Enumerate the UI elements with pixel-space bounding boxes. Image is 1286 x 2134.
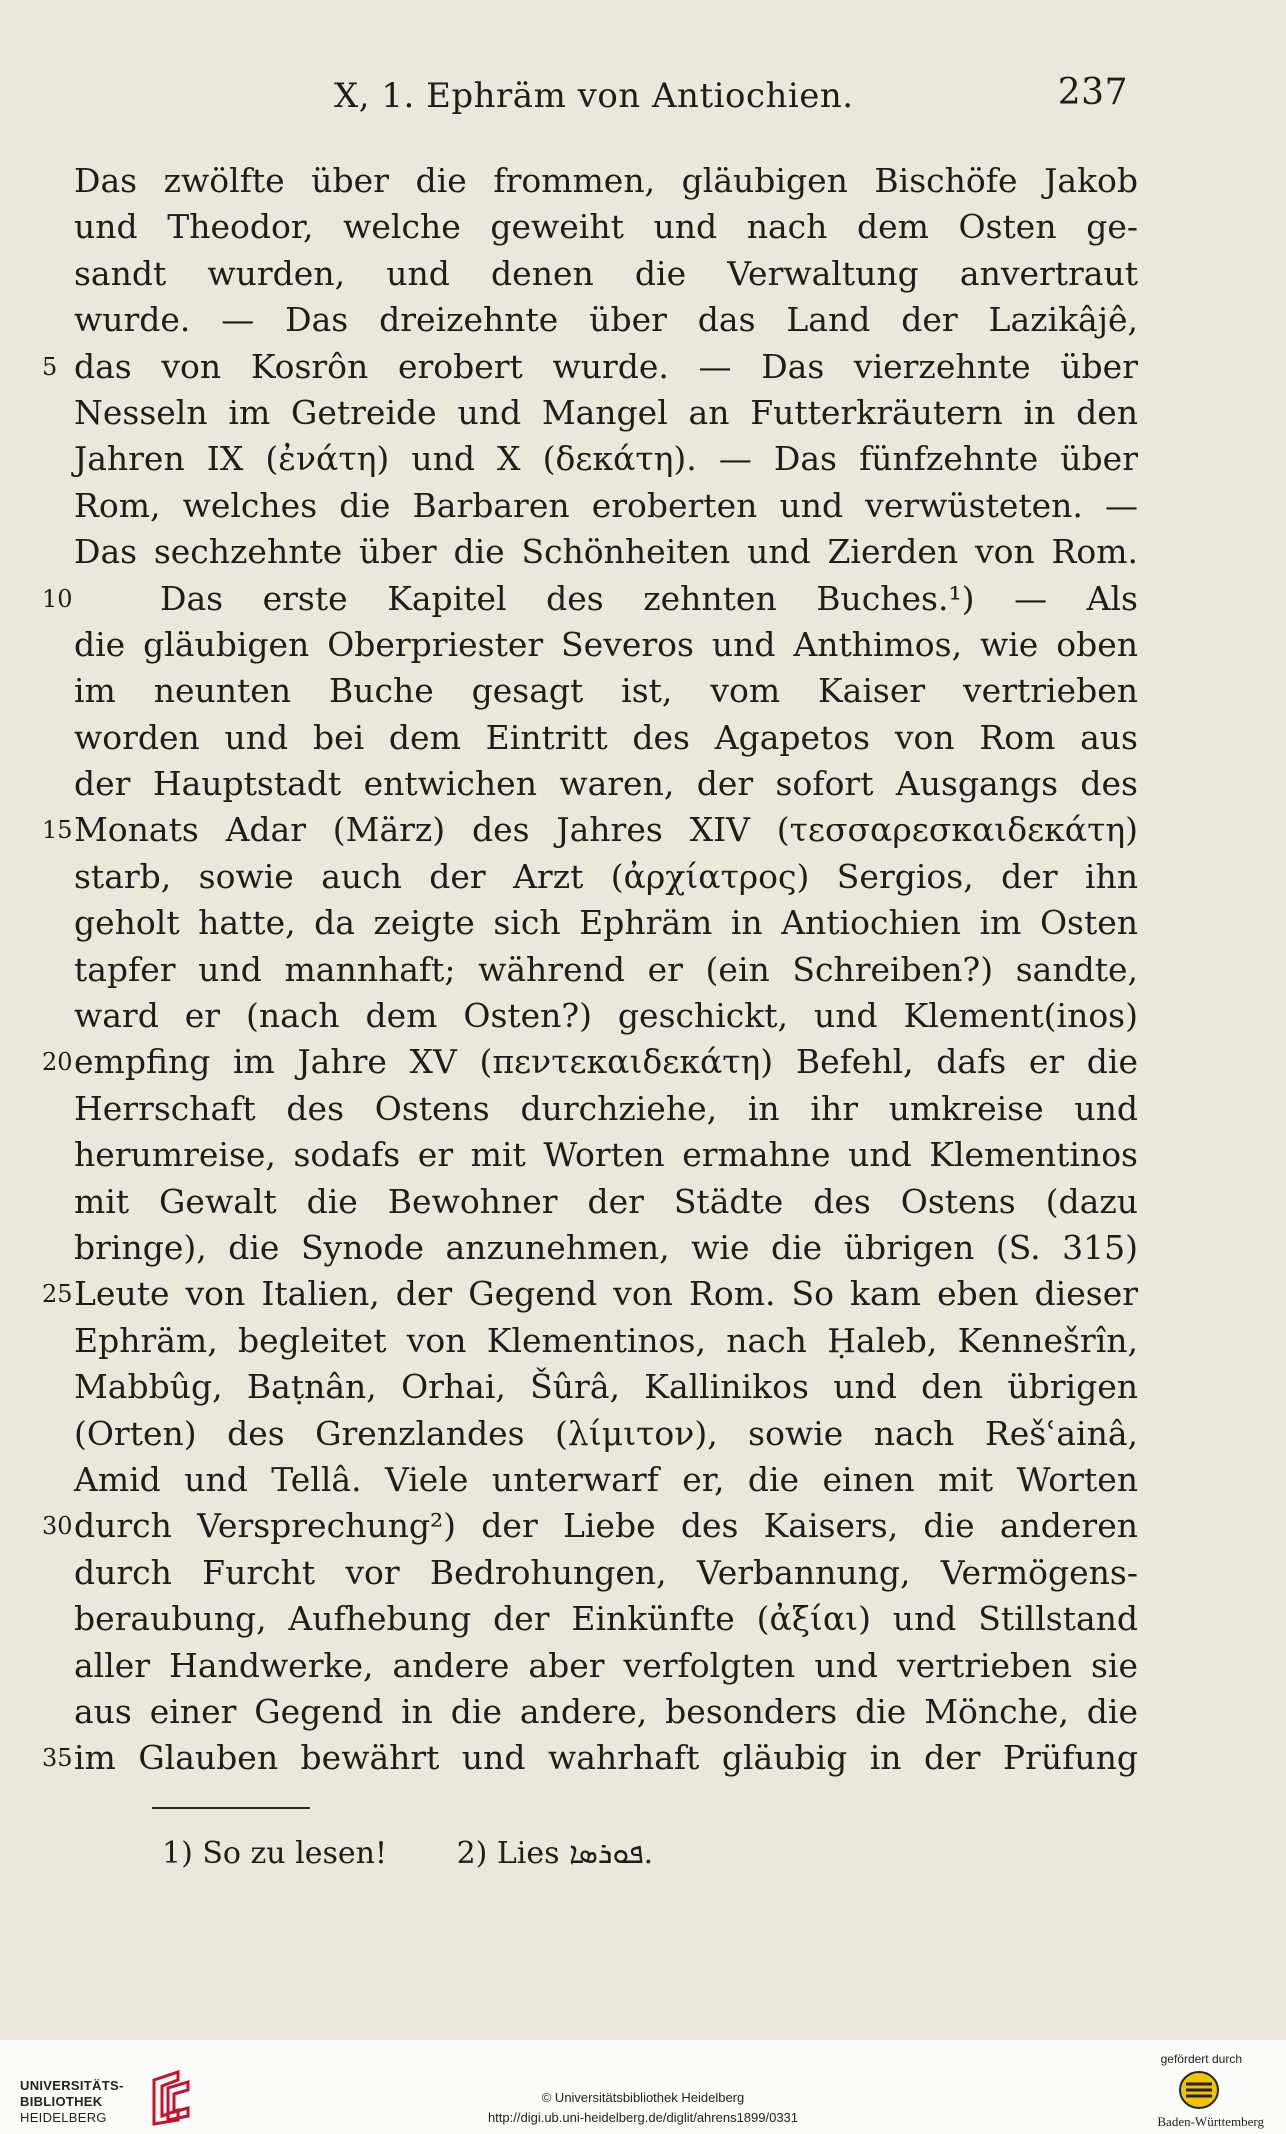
line-number: 15 xyxy=(42,816,73,845)
funder-logo xyxy=(1128,2052,1268,2132)
footnotes xyxy=(162,1836,962,1871)
line-text: Ephräm, begleitet von Klementinos, nach Ḥaleb, Kennešrîn, xyxy=(74,1320,1138,1360)
line-text: worden und bei dem Eintritt des Agapetos von Rom aus xyxy=(74,717,1138,757)
text-line xyxy=(42,1735,1138,1781)
text-line xyxy=(42,807,1138,853)
text-line xyxy=(74,390,1138,436)
digitization-footer xyxy=(0,2040,1286,2134)
text-line xyxy=(74,947,1138,993)
line-number: 20 xyxy=(42,1048,73,1077)
line-text: und Theodor, welche geweiht und nach dem Osten ge- xyxy=(74,207,1138,247)
line-text: wurde. — Das dreizehnte über das Land der Lazikâjê, xyxy=(74,300,1138,340)
line-text: Herrschaft des Ostens durchziehe, in ihr umkreise und xyxy=(74,1088,1138,1128)
line-text: mit Gewalt die Bewohner der Städte des Ostens (dazu xyxy=(74,1181,1138,1221)
running-head xyxy=(72,68,1132,118)
line-text: geholt hatte, da zeigte sich Ephräm in Antiochien im Osten xyxy=(74,903,1138,943)
text-line xyxy=(74,1411,1138,1457)
text-line xyxy=(74,1179,1138,1225)
text-line xyxy=(74,1643,1138,1689)
text-line xyxy=(74,297,1138,343)
body-text xyxy=(42,158,1138,1782)
text-line xyxy=(42,1271,1138,1317)
text-line xyxy=(42,576,1138,622)
line-text: ward er (nach dem Osten?) geschickt, und Klement(inos) xyxy=(74,996,1138,1036)
text-line xyxy=(74,900,1138,946)
page-number: 237 xyxy=(1057,72,1128,113)
text-line xyxy=(74,1318,1138,1364)
text-line xyxy=(74,1596,1138,1642)
line-text: Das zwölfte über die frommen, gläubigen Bischöfe Jakob xyxy=(74,161,1138,200)
library-name-line2: BIBLIOTHEK xyxy=(20,2094,103,2109)
library-name-line1: UNIVERSITÄTS- xyxy=(20,2078,124,2093)
line-text: Jahren IX (ἐνάτη) und X (δεκάτη). — Das fünfzehnte über xyxy=(74,439,1138,479)
footnote-1: 1) So zu lesen! xyxy=(162,1836,388,1871)
line-text: (Orten) des Grenzlandes (λίμιτον), sowie nach Rešʿainâ, xyxy=(74,1413,1138,1453)
text-line xyxy=(74,761,1138,807)
line-number: 5 xyxy=(42,352,58,381)
text-line xyxy=(74,715,1138,761)
line-text: aus einer Gegend in die andere, besonders die Mönche, die xyxy=(74,1691,1138,1731)
line-text: Das erste Kapitel des zehnten Buches.¹) — Als xyxy=(160,578,1138,618)
text-line xyxy=(74,158,1138,204)
library-name-line3: HEIDELBERG xyxy=(20,2110,107,2125)
text-line xyxy=(74,854,1138,900)
line-text: sandt wurden, und denen die Verwaltung anvertraut xyxy=(74,253,1138,293)
permalink[interactable]: http://digi.ub.uni-heidelberg.de/diglit/ahrens1899/0331 xyxy=(487,2110,799,2125)
coat-of-arms-icon xyxy=(1178,2070,1220,2110)
text-line xyxy=(74,993,1138,1039)
line-text: Nesseln im Getreide und Mangel an Futterkräutern in den xyxy=(74,392,1138,432)
line-text: tapfer und mannhaft; während er (ein Schreiben?) sandte, xyxy=(74,949,1138,989)
line-text: herumreise, sodafs er mit Worten ermahne und Klementinos xyxy=(74,1135,1138,1175)
line-text: im neunten Buche gesagt ist, vom Kaiser vertrieben xyxy=(74,671,1138,711)
line-number: 30 xyxy=(42,1512,73,1541)
line-text: beraubung, Aufhebung der Einkünfte (ἀξίαι) und Stillstand xyxy=(74,1599,1138,1639)
line-number: 35 xyxy=(42,1744,73,1773)
text-line xyxy=(74,1086,1138,1132)
text-line xyxy=(74,1225,1138,1271)
line-text: Mabbûg, Baṭnân, Orhai, Šûrâ, Kallinikos und den übrigen xyxy=(74,1367,1138,1407)
text-line xyxy=(74,483,1138,529)
text-line xyxy=(74,529,1138,575)
text-line xyxy=(42,1039,1138,1085)
line-text: der Hauptstadt entwichen waren, der sofort Ausgangs des xyxy=(74,764,1138,804)
line-text: Rom, welches die Barbaren eroberten und verwüsteten. — xyxy=(74,485,1138,525)
text-line xyxy=(74,204,1138,250)
line-text: Amid und Tellâ. Viele unterwarf er, die einen mit Worten xyxy=(74,1459,1138,1499)
text-line xyxy=(74,622,1138,668)
funder-name: Baden-Württemberg xyxy=(1157,2114,1264,2129)
line-text: bringe), die Synode anzunehmen, wie die übrigen (S. 315) xyxy=(74,1227,1138,1267)
text-line xyxy=(42,344,1138,390)
footnote-2: 2) Lies ܦܘܪܣܐ. xyxy=(456,1836,654,1871)
text-line xyxy=(74,1132,1138,1178)
text-line xyxy=(74,668,1138,714)
line-text: starb, sowie auch der Arzt (ἀρχίατρος) Sergios, der ihn xyxy=(74,856,1138,896)
running-title: X, 1. Ephräm von Antiochien. xyxy=(334,76,854,116)
line-text: das von Kosrôn erobert wurde. — Das vierzehnte über xyxy=(74,346,1138,386)
text-line xyxy=(74,251,1138,297)
line-text: die gläubigen Oberpriester Severos und Anthimos, wie oben xyxy=(74,624,1138,664)
line-text: empfing im Jahre XV (πεντεκαιδεκάτη) Befehl, dafs er die xyxy=(74,1042,1138,1082)
copyright-notice: © Universitätsbibliothek Heidelberg xyxy=(541,2090,745,2105)
text-line xyxy=(42,1503,1138,1549)
line-text: im Glauben bewährt und wahrhaft gläubig in der Prüfung xyxy=(74,1738,1138,1778)
line-text: durch Versprechung²) der Liebe des Kaisers, die anderen xyxy=(74,1506,1138,1546)
footnote-rule xyxy=(152,1807,310,1809)
funded-by-label: gefördert durch xyxy=(1160,2052,1242,2066)
line-text: aller Handwerke, andere aber verfolgten und vertrieben sie xyxy=(74,1645,1138,1685)
line-number: 25 xyxy=(42,1280,73,1309)
line-number: 10 xyxy=(42,584,73,613)
text-line xyxy=(74,436,1138,482)
line-text: Das sechzehnte über die Schönheiten und Zierden von Rom. xyxy=(74,532,1138,572)
line-text: durch Furcht vor Bedrohungen, Verbannung, Vermögens- xyxy=(74,1552,1138,1592)
line-text: Leute von Italien, der Gegend von Rom. So kam eben dieser xyxy=(74,1274,1138,1314)
text-line xyxy=(74,1457,1138,1503)
line-text: Monats Adar (März) des Jahres XIV (τεσσαρεσκαιδεκάτη) xyxy=(74,810,1138,850)
text-line xyxy=(74,1364,1138,1410)
text-line xyxy=(74,1550,1138,1596)
text-line xyxy=(74,1689,1138,1735)
